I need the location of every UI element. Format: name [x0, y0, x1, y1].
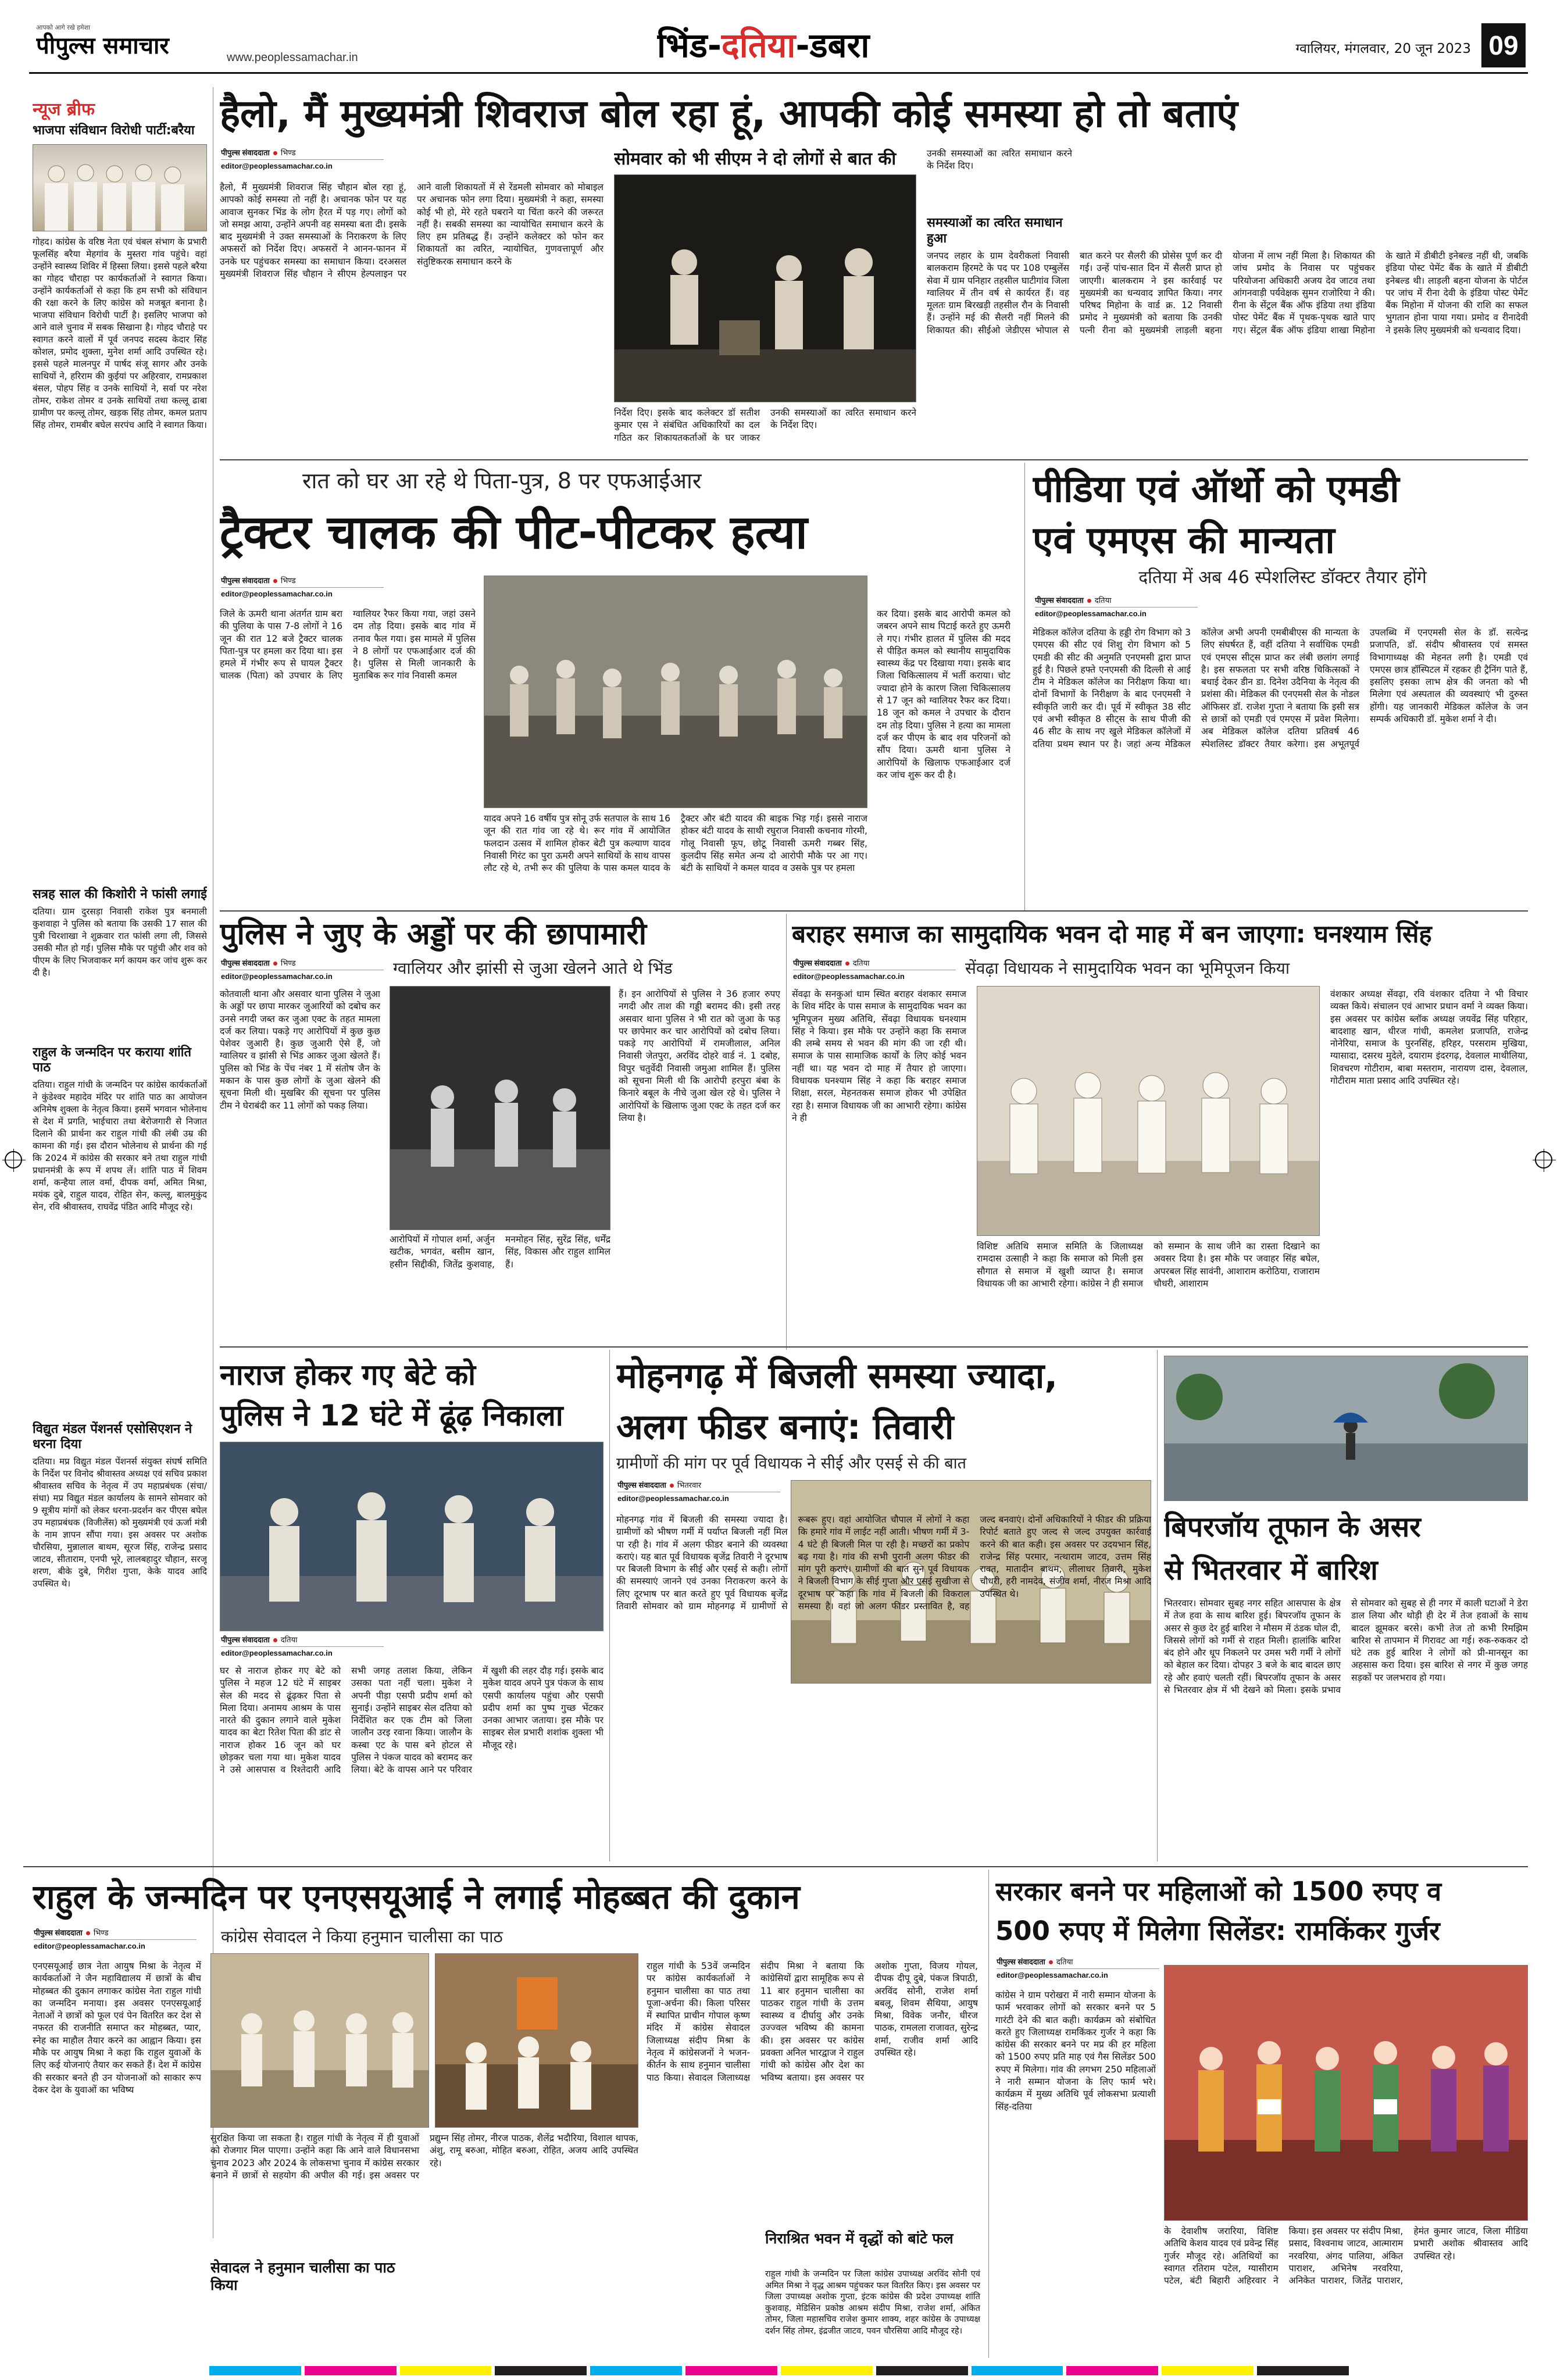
pediya-subhead: दतिया में अब 46 स्पेशलिस्ट डॉक्टर तैयार होंगे	[1138, 567, 1427, 588]
gambling-byline-place: भिण्ड	[280, 959, 296, 967]
color-bar	[209, 2366, 1349, 2375]
rahul-subhead: कांग्रेस सेवादल ने किया हनुमान चालीसा का पाठ	[221, 1927, 503, 1946]
logo-tagline: आपको आगे रखे हमेशा	[36, 24, 90, 31]
night-street-photo	[615, 175, 916, 402]
logo-wordmark: पीपुल्स समाचार	[36, 33, 169, 59]
tractor-byline	[221, 576, 384, 601]
brief-photo	[33, 144, 207, 231]
pediya-byline-org: पीपुल्स संवाददाता	[1035, 596, 1084, 605]
section-title	[657, 22, 959, 69]
cylinder-byline	[997, 1957, 1159, 1982]
rahul-subhead-fruits: निराश्रित भवन में वृद्धों को बांटे फल	[765, 2230, 954, 2247]
cylinder-photo	[1164, 1965, 1528, 2221]
byline-dot-icon	[273, 1638, 277, 1642]
tractor-kicker: रात को घर आ रहे थे पिता-पुत्र, 8 पर एफआईआर	[302, 468, 702, 494]
pediya-headline-2: एवं एमएस की मान्यता	[1033, 519, 1335, 562]
masthead-rule	[29, 72, 1528, 74]
mid-rule-3	[23, 1866, 1528, 1867]
lead-body-mid: निर्देश दिए। इसके बाद कलेक्टर डॉ सतीश कुमार एस ने संबंधित अधिकारियों का दल गठित कर शिकायतकर्ताओं के घर जाकर उनकी समस्याओं का त्वरित समाधान करने के निर्देश दिए।	[614, 408, 916, 443]
tractor-photo-caption: यादव अपने 16 वर्षीय पुत्र सोनू उर्फ सतपाल के साथ 16 जून की रात गांव जा रहे थे। रूर गांव में आयोजित फलदान उत्सव में शामिल होकर बेटी पुत्र कल्याण यादव निवासी गिरंट का पुरा ऊमरी अपने साथियों के साथ वापस लौट रहे थे, तभी रूर की पुलिया के पास कमल यादव के ट्रैक्टर और बंटी यादव की बाइक भिड़ गई। इससे नाराज होकर बंटी यादव के साथी रघुराज निवासी कचनाव गोरमी, गोलू निवासी फूप, छोटू निवासी ऊमरी गब्बर सिंह, कुलदीप सिंह समेत अन्य दो आरोपी मौके पर आ गए। बंटी के साथियों ने कमल यादव व उसके पुत्र पर हमला	[484, 813, 867, 874]
rahul-headline: राहुल के जन्मदिन पर एनएसयूआई ने लगाई मोहब्बत की दुकान	[33, 1877, 800, 1917]
color-swatch	[1257, 2366, 1349, 2375]
mohangarh-body: मोहनगढ़ गांव में बिजली की समस्या ज्यादा है। ग्रामीणों को भीषण गर्मी में पर्याप्त बिजली नहीं मिल पा रही है। गांव में अलग फीडर बनाने की व्यवस्था कराएं। यह बात पूर्व विधायक बृजेंद्र तिवारी ने दूरभाष पर बिजली विभाग के सीई और एसई से कही। लोगों की समस्याएं जानने एवं उनका निराकरण करने के लिए दूरभाष पर बात करते हुए पूर्व विधायक बृजेंद्र तिवारी सोमवार को ग्राम मोहनगढ़ में ग्रामीणों से रूबरू हुए। वहां आयोजित चौपाल में लोगों ने कहा कि हमारे गांव में लाईट नहीं आती। भीषण गर्मी में 3-4 घंटे ही बिजली मिल पा रही है। मच्छरों का प्रकोप बढ़ गया है। गांव की सभी पुरानी अलग फीडर की मांग पूरी कराएं। ग्रामीणों की बात सुन पूर्व विधायक ने बिजली विभाग के सीई गुप्ता और एसई सुखीजा से दूरभाष पर कहा कि गांव में बिजली की विकराल समस्या है। वहां जो अलग फीडर प्रस्तावित है, वह जल्द बनवाएं। दोनों अधिकारियों ने फीडर की प्रक्रिया रिपोर्ट बताते हुए जल्द से जल्द उपयुक्त कार्रवाई करने की बात कही। इस अवसर पर उदयभान सिंह, राजेन्द्र सिंह परमार, नत्थाराम जाटव, उत्तम सिंह रावत, मातादीन बाथम, लीलाधर तिवारी, मुकेश चौधरी, हरी नामदेव, संजीव शर्मा, नीरज मिश्रा आदि उपस्थित थे।	[616, 1514, 1151, 1612]
lead-body-left: हैलो, मैं मुख्यमंत्री शिवराज सिंह चौहान बोल रहा हूं, आपको कोई समस्या तो नहीं है। अचानक फोन पर यह आवाज सुनकर भिंड के लोग हैरत में पड़ गए। लोगों को जो समझ आया, उन्होंने अपनी वह समस्या बता दी। इसके बाद मुख्यमंत्री ने उक्त समस्याओं के निराकरण के लिए अफसरों को निर्देश दिए। अफसरों ने आनन-फानन में उनके घर पहुंचकर समस्या का समाधान किया। दरअसल मुख्यमंत्री शिवराज सिंह चौहान ने सीएम हेल्पलाइन पर आने वाली शिकायतों में से रेंडमली सोमवार को मोबाइल पर अचानक फोन लगा दिया। मुख्यमंत्री ने कहा, समस्या कोई भी हो, मेरे रहते घबराने या चिंता करने की जरूरत नहीं है। सबकी समस्या का न्यायोचित समाधान करने के लिए हम प्रतिबद्ध हैं। उन्होंने कलेक्टर को फोन कर शिकायतों का त्वरित, न्यायोचित, गुणवत्तापूर्ण और संतुष्टिकरक समाधान करने के	[220, 182, 603, 280]
barahar-photo-caption: विशिष्ट अतिथि समाज समिति के जिलाध्यक्ष रामदास उत्साही ने कहा कि समाज को मिली इस सौगात से समाज में खुशी व्याप्त है। समाज विधायक जी का आभारी रहेगा। कांग्रेस ने ही समाज को सम्मान के साथ जीने का रास्ता दिखाने का अवसर दिया है। इस मौके पर जवाहर सिंह बघेल, अपरबल सिंह सावंनी, आशाराम करोठिया, राजाराम चौधरी, आशाराम	[977, 1241, 1320, 1289]
byline-dot-icon	[1087, 599, 1091, 603]
lead-photo	[614, 174, 916, 402]
rahul-subhead-sevadal: सेवादल ने हनुमान चालीसा का पाठ किया	[210, 2259, 395, 2293]
mohangarh-byline	[617, 1480, 780, 1506]
color-swatch	[781, 2366, 873, 2375]
byline-dot-icon	[273, 151, 277, 155]
pediya-body: मेडिकल कॉलेज दतिया के हड्डी रोग विभाग को 3 एमएस की सीट एवं शिशु रोग विभाग को 5 एमडी की सीट की अनुमति एनएमसी द्वारा प्राप्त हुई है। पिछले हफ्ते एनएमसी की दिल्ली से आई टीम ने मेडिकल कॉलेज का निरीक्षण किया था। दोनों विभागों के निरीक्षण के बाद एनएमसी ने स्वीकृति जारी कर दी। पूर्व में स्वीकृत 38 सीट एवं अभी स्वीकृत 8 सीट्स के साथ पीजी की 46 सीट के साथ नए खुले मेडिकल कॉलेजों में दतिया प्रथम स्थान पर है। जहां अन्य मेडिकल कॉलेज अभी अपनी एमबीबीएस की मान्यता के लिए संघर्षरत हैं, वहीं दतिया ने सर्वाधिक एमडी एवं एमएस सीट्स प्राप्त कर लंबी छलांग लगाई है। इस सफलता पर सभी वरिष्ठ चिकित्सकों ने बधाई देकर डीन डा. दिनेश उदैनिया के नेतृत्व की प्रशंसा की। मेडिकल की एनएमसी सेल के नोडल ऑफिसर डॉ. राजेश गुप्ता ने बताया कि इसी सत्र से छात्रों को एमडी एवं एमएस में प्रवेश मिलेगा। अब मेडिकल कॉलेज दतिया प्रतिवर्ष 46 स्पेशलिस्ट डॉक्टर तैयार करेगा। इस अभूतपूर्व उपलब्धि में एनएमसी सेल के डॉ. सत्येन्द्र प्रजापति, डॉ. संदीप श्रीवास्तव एवं समस्त विभागाध्यक्ष की मेहनत लगी है। एमडी एवं एमएस छात्र हॉस्पिटल में रहकर ही ट्रैनिंग पाते हैं, इसलिए इसका लाभ क्षेत्र की जनता को भी मिलेगा एवं अस्पताल की व्यवस्थाएं भी दुरुस्त होंगी। यह जानकारी मेडिकल कॉलेज के जन सम्पर्क अधिकारी डॉ. मुकेश शर्मा ने दी।	[1033, 627, 1528, 749]
barahar-body-left: सेंवढ़ा के सनकुआं धाम स्थित बराहर वंशकार समाज के शिव मंदिर के पास समाज के सामुदायिक भवन का भूमिपूजन मुख्य अतिथि, सेंवढ़ा विधायक घनश्याम सिंह ने किया। इस मौके पर उन्होंने कहा कि समाज की लम्बे समय से भवन की मांग की जा रही थी। समाज के पास सामाजिक कार्यों के लिए कोई भवन नहीं था। यह भवन दो माह में तैयार हो जाएगा। विधायक घनश्याम सिंह ने कहा कि बराहर समाज शिक्षा, सरल, मेहनतकस समाज होकर भी उपेक्षित रहा है। समाज विधायक जी का आभारी रहेगा। कांग्रेस ने ही	[792, 989, 966, 1123]
rain-street-photo	[1165, 1356, 1528, 1501]
missing-byline-org: पीपुल्स संवाददाता	[221, 1635, 270, 1644]
mohangarh-byline-org: पीपुल्स संवाददाता	[617, 1481, 666, 1489]
mohangarh-byline-place: भितरवार	[677, 1481, 702, 1489]
missing-headline-1: नाराज होकर गए बेटे को	[220, 1358, 476, 1392]
tractor-photo	[484, 576, 867, 808]
lead-byline-place: भिण्ड	[280, 148, 296, 157]
crowd-photo	[484, 576, 867, 808]
bhoomipujan-photo	[977, 987, 1320, 1236]
rahul-photo-1	[210, 1953, 429, 2128]
biparjoy-headline-2: से भितरवार में बारिश	[1164, 1554, 1378, 1586]
barahar-photo	[977, 986, 1320, 1236]
barahar-body-right: वंशकार अध्यक्ष सेंवढ़ा, रवि वंशकार दतिया ने भी विचार व्यक्त किये। संचालन एवं आभार प्रधान वर्मा ने व्यक्त किया। इस अवसर पर कांग्रेस ब्लॉक अध्यक्ष जयवेंद्र सिंह परिहार, बादशाह खान, धीरज गांधी, कमलेश प्रजापति, राजेन्द्र नोनेरिया, समाज के पुरनसिंह, हरिहर, परसराम मुखिया, ग्यासादा, दसरथ मुदेले, दयाराम इंदरगढ़, देवलाल माथीलिया, शिवचरण गोटीराम, बाबा मस्तराम, नारायण दास, देवलाल, गोटीराम माता प्रसाद आदि उपस्थित रहे।	[1330, 989, 1528, 1087]
dateline: ग्वालियर, मंगलवार, 20 जून 2023	[1295, 41, 1471, 56]
color-swatch	[400, 2366, 492, 2375]
brief-body-2: दतिया। ग्राम दुरसड़ा निवासी राकेश पुत्र बनमाली कुशवाहा ने पुलिस को बताया कि उसकी 17 साल की पुत्री चिरशाखा ने शुक्रवार रात फांसी लगा ली, जिससे उसकी मौत हो गई। पुलिस मौके पर पहुंची और शव को पीएम के लिए भिजवाकर मर्ग कायम कर जांच शुरू कर दी है।	[33, 906, 207, 978]
tractor-divider	[1024, 463, 1025, 910]
cylinder-byline-org: पीपुल्स संवाददाता	[997, 1957, 1045, 1966]
brand-logo	[36, 23, 222, 64]
lead-photo-caption-head: सोमवार को भी सीएम ने दो लोगों से बात की	[614, 149, 897, 169]
missing-byline-place: दतिया	[280, 1635, 298, 1644]
cylinder-headline-2: 500 रुपए में मिलेगा सिलेंडर: रामकिंकर गुर्जर	[995, 1916, 1440, 1946]
mid-rule-2	[220, 1346, 1528, 1348]
gambling-byline-email[interactable]: editor@peoplessamachar.co.in	[221, 970, 384, 982]
rahul-byline-place: भिण्ड	[93, 1928, 109, 1937]
gambling-body-right: हैं। इन आरोपियों से पुलिस ने 36 हजार रुपए नगदी और ताश की गड्डी बरामद की। इसी तरह असवार थाना पुलिस ने भी रात को जुआ के फड़ पर छापेमार कर चार आरोपियों को दबोच लिया। पकड़े गए आरोपियों में रामजीलाल, अनिल निवासी जेतपुरा, अरविंद दोहरे वार्ड नं. 1 दबोह, विपुर चतुर्वेदी निवासी जमुआ शामिल हैं। पुलिस को सूचना मिली थी कि आरोपी हरपुरा बंबा के किनारे बबूल के नीचे जुआ खेल रहे थे। पुलिस ने आरोपियों के खिलाफ जुआ एक्ट के तहत दर्ज कर लिया है।	[619, 989, 780, 1123]
registration-mark-icon	[5, 1151, 22, 1168]
lead-byline-org: पीपुल्स संवाददाता	[221, 148, 270, 157]
section-title-b: दतिया	[721, 26, 796, 65]
rahul-body-mid: राहुल गांधी के 53वें जन्मदिन पर कांग्रेस कार्यकर्ताओं ने हनुमान चालीसा का पाठ तथा पूजा-अर्चना की। किला परिसर में स्थापित प्राचीन गोपाल कृष्ण मंदिर में कांग्रेस सेवादल जिलाध्यक्ष संदीप मिश्रा के नेतृत्व में कांग्रेसजनों ने भजन-कीर्तन के साथ हनुमान चालीसा पाठ किया। सेवादल जिलाध्यक्ष संदीप मिश्रा ने बताया कि कांग्रेसियों द्वारा सामूहिक रूप से 11 बार हनुमान चालीसा का पाठकर राहुल गांधी के उत्तम स्वास्थ्य व दीर्घायु और उनके उज्ज्वल भविष्य की कामना की। इस अवसर पर कांग्रेस प्रवक्ता अनिल भारद्वाज ने राहुल गांधी को कांग्रेस और देश का भविष्य बताया। इस अवसर पर अशोक गुप्ता, विजय गोयल, दीपक दीपू दुबे, पंकज त्रिपाठी, अरविंद सोनी, राजेश शर्मा बबलू, शिवम सैथिया, आयुष मिश्रा, विवेक जनौर, धीरज पाठक, रामलला राजावत, सुरेन्द्र शर्मा, राजीव शर्मा आदि उपस्थित रहे।	[647, 1961, 978, 2083]
masthead	[0, 0, 1557, 76]
byline-dot-icon	[670, 1484, 674, 1488]
lead-byline	[221, 148, 384, 173]
color-swatch	[685, 2366, 777, 2375]
cylinder-headline-1: सरकार बनने पर महिलाओं को 1500 रुपए व	[995, 1876, 1442, 1907]
rahul-byline	[34, 1928, 197, 1953]
gambling-subhead: ग्वालियर और झांसी से जुआ खेलने आते थे भिंड	[393, 959, 673, 978]
mohangarh-subhead: ग्रामीणों की मांग पर पूर्व विधायक ने सीई और एसई से की बात	[616, 1455, 967, 1473]
website-url[interactable]: www.peoplessamachar.in	[227, 51, 358, 64]
gambling-photo	[390, 986, 610, 1230]
rahul-photo-caption: सुरक्षित किया जा सकता है। राहुल गांधी के नेतृत्व में ही युवाओं को रोजगार मिल पाएगा। उन्होंने कहा कि आने वाले विधानसभा चुनाव 2023 और 2024 के लोकसभा चुनाव में कांग्रेस सरकार बनाने में छात्रों से सहयोग की अपील की गई। इस अवसर पर प्रद्युम्न सिंह तोमर, नीरज पाठक, शैलेंद्र भदौरिया, विशाल थापक, अंशु, रामू बरुआ, मोहित बरुआ, रोहित, अजय आदि उपस्थित रहे।	[210, 2133, 638, 2181]
tractor-byline-email[interactable]: editor@peoplessamachar.co.in	[221, 587, 384, 599]
color-swatch	[1162, 2366, 1254, 2375]
byline-dot-icon	[86, 1931, 90, 1935]
tractor-body-left: जिले के ऊमरी थाना अंतर्गत ग्राम बरा की पुलिया के पास 7-8 लोगों ने 16 जून की रात 12 बजे ट्रैक्टर चालक पिता-पुत्र पर हमला कर दिया था। इस हमले में गंभीर रूप से घायल ट्रैक्टर चालक (पिता) को उपचार के लिए ग्वालियर रैफर किया गया, जहां उसने दम तोड़ दिया। इसके बाद गांव में तनाव फैल गया। इस मामले में पुलिस ने 8 लोगों पर एफआईआर दर्ज की है। पुलिस से मिली जानकारी के मुताबिक रूर गांव निवासी कमल	[220, 609, 476, 681]
byline-dot-icon	[1049, 1960, 1053, 1964]
color-swatch	[495, 2366, 587, 2375]
brief-head-3: राहुल के जन्मदिन पर कराया शांति पाठ	[33, 1045, 191, 1075]
gambling-divider	[786, 914, 787, 1350]
mohangarh-byline-email[interactable]: editor@peoplessamachar.co.in	[617, 1492, 780, 1504]
rahul-byline-email[interactable]: editor@peoplessamachar.co.in	[34, 1939, 197, 1952]
pediya-headline-1: पीडिया एवं ऑर्थो को एमडी	[1033, 468, 1399, 511]
hanuman-chalisa-photo	[435, 1954, 638, 2128]
barahar-byline-place: दतिया	[852, 959, 870, 967]
lead-headline: हैलो, मैं मुख्यमंत्री शिवराज बोल रहा हूं, आपकी कोई समस्या हो तो बताएं	[220, 91, 1238, 136]
color-swatch	[972, 2366, 1063, 2375]
rahul-byline-org: पीपुल्स संवाददाता	[34, 1928, 83, 1937]
byline-dot-icon	[273, 962, 277, 966]
lead-byline-email[interactable]: editor@peoplessamachar.co.in	[221, 159, 384, 171]
brief-head-2: सत्रह साल की किशोरी ने फांसी लगाई	[33, 887, 207, 902]
barahar-byline-email[interactable]: editor@peoplessamachar.co.in	[793, 970, 956, 982]
tractor-headline: ट्रैक्टर चालक की पीट-पीटकर हत्या	[220, 505, 808, 559]
page-number: 09	[1481, 23, 1526, 67]
biparjoy-body: भितरवार। सोमवार सुबह नगर सहित आसपास के क्षेत्र में तेज हवा के साथ बारिश हुई। बिपरजॉय तूफान के असर से कुछ देर हुई बारिश ने मौसम में ठंडक घोल दी, जिससे लोगों को गर्मी से राहत मिली। हालांकि बारिश बंद होने और धूप निकलने पर उमस भरी गर्मी ने लोगों को बेहाल कर दिया। दोपहर 3 बजे के बाद बादल छाए रहे और हवाएं चलती रहीं। बिपरजॉय तूफान के असर से भितरवार क्षेत्र में भी देखने को मिला। इसके प्रभाव से सोमवार को सुबह से ही नगर में काली घटाओं ने डेरा डाल लिया और थोड़ी ही देर में तेज हवाओं के साथ बादल झूमकर बरसे। कभी तेज तो कभी रिमझिम बारिश से तापमान में गिरावट आ गई। रुक-रुककर दो घंटे तक हुई बारिश ने लोगों को प्री-मानसून का अहसास करा दिया। इस बारिश से नगर में कुछ जगह सड़कों पर जलभराव हो गया।	[1164, 1598, 1528, 1696]
lead-body-right-a	[927, 148, 1072, 217]
barahar-subhead: सेंवढ़ा विधायक ने सामुदायिक भवन का भूमिपूजन किया	[965, 959, 1290, 978]
missing-divider	[609, 1350, 610, 1861]
cylinder-byline-place: दतिया	[1056, 1957, 1073, 1966]
pediya-byline-email[interactable]: editor@peoplessamachar.co.in	[1035, 607, 1198, 619]
section-title-a: भिंड-	[657, 26, 722, 65]
gambling-byline	[221, 958, 384, 984]
women-forms-photo	[1165, 1966, 1528, 2221]
registration-mark-icon	[1535, 1151, 1552, 1168]
lead-body-right-lead: उनकी समस्याओं का त्वरित समाधान करने के निर्देश दिए।	[927, 148, 1072, 171]
barahar-headline: बराहर समाज का सामुदायिक भवन दो माह में बन जाएगा: घनश्याम सिंह	[792, 920, 1432, 948]
lead-body-right: जनपद लहार के ग्राम देवरीकलां निवासी बालकराम हिरमटे के पद पर 108 एम्बुलेंस सेवा में ग्राम पनिहार तहसील घाटीगांव जिला ग्वालियर में तीन वर्ष से कार्यरत हैं। वह मूलतः ग्राम बिरखड़ी तहसील रौन के निवासी हैं। उन्होंने मई की सैलरी नहीं मिलने की शिकायत की। सीईओ जेडीएस भोपाल से बात करने पर सैलरी की प्रोसेस पूर्ण कर दी गई। उन्हें पांच-सात दिन में सैलरी प्राप्त हो जाएगी। बालकराम ने इस कार्रवाई पर मुख्यमंत्री का धन्यवाद ज्ञापित किया। नगर परिषद मिहोना के वार्ड क्र. 12 निवासी प्रमोद ने मुख्यमंत्री को बताया कि उनकी पत्नी रीना को मुख्यमंत्री लाड़ली बहना योजना में लाभ नहीं मिला है। शिकायत की जांच प्रमोद के निवास पर पहुंचकर परियोजना अधिकारी अजय देव जाटव तथा आंगनवाड़ी पर्यवेक्षक सुमन राजोरिया ने की। रीना के सेंट्रल बैंक ऑफ इंडिया तथा इंडिया पोस्ट पेमेंट बैंक में पृथक-पृथक खाते पाए गए। सेंट्रल बैंक ऑफ इंडिया शाखा मिहोना के खाते में डीबीटी इनेबल्ड नहीं थी, जबकि इंडिया पोस्ट पेमेंट बैंक के खाते में डीबीटी इनेबल्ड थी। लाड़ली बहना योजना के पोर्टल पर जांच में रीना देवी के इंडिया पोस्ट पेमेंट बैंक मिहोना में योजना की राशि का सफल भुगतान होना पाया गया। प्रमोद व रीनादेवी ने इसके लिए मुख्यमंत्री को धन्यवाद दिया।	[927, 251, 1528, 335]
missing-body: घर से नाराज होकर गए बेटे को पुलिस ने महज 12 घंटे में साइबर सेल की मदद से ढूंढ़कर पिता से मिला दिया। अनामय आश्रम के पास नारते की दुकान लगाने वाले मुकेश यादव का बेटा रितेश पिता की डांट से नाराज होकर 16 जून को घर छोड़कर चला गया था। मुकेश यादव ने उसे आसपास व रिश्तेदारी आदि सभी जगह तलाश किया, लेकिन उसका पता नहीं चला। मुकेश ने अपनी पीड़ा एसपी प्रदीप शर्मा को सुनाई। उन्होंने साइबर सेल दतिया को निर्देशित कर एक टीम को जिला जालौन उरइ रवाना किया। जालौन के कस्बा एट के पास बने होटल से पुलिस ने पंकज यादव को बरामद कर लिया। बेटे के वापस आने पर परिवार में खुशी की लहर दौड़ गई। इसके बाद मुकेश यादव अपने पुत्र पंकज के साथ एसपी कार्यालय पहुंचा और एसपी प्रदीप शर्मा का पुष्प गुच्छ भेंटकर उनका आभार जताया। इस मौके पर साइबर सेल प्रभारी शशांक शुक्ला भी मौजूद रहे।	[220, 1666, 603, 1775]
mohangarh-divider	[1157, 1350, 1158, 1861]
brief-label: न्यूज ब्रीफ	[33, 99, 95, 120]
cylinder-photo-caption: के देवाशीष जरारिया, विशिष्ट अतिथि केशव यादव एवं प्रवेन्द्र सिंह गुर्जर मौजूद रहे। अतिथियों का स्वागत रतिराम पटेल, ग्यासीराम पटेल, बंटी बिहारी अहिरवार ने किया। इस अवसर पर संदीप मिश्रा, प्रसाद, विश्वनाथ जाटव, आत्माराम नरवरिया, अंगद पालिया, अंकित पाराशर, अभिनेष नरवरिया, अनिकेत पाराशर, जितेंद्र पाराशर, हेमंत कुमार जाटव, जिला मीडिया प्रभारी अशोक श्रीवास्तव आदि उपस्थित रहे।	[1164, 2226, 1528, 2286]
color-swatch	[209, 2366, 301, 2375]
biparjoy-photo	[1164, 1356, 1528, 1501]
cylinder-body-left: कांग्रेस ने ग्राम परोखरा में नारी सम्मान योजना के फार्म भरवाकर लोगों को सरकार बनने पर 5 गारंटी देने की बात कही। कार्यक्रम को संबोधित करते हुए जिलाध्यक्ष रामकिंकर गुर्जर ने कहा कि कांग्रेस की सरकार बनने पर मप्र की हर महिला को 1500 रुपए प्रति माह एवं गैस सिलेंडर 500 रुपए में मिलेगा। गांव की लगभग 250 महिलाओं ने नारी सम्मान योजना के लिए फार्म भरे। कार्यक्रम में मुख्य अतिथि पूर्व लोकसभा प्रत्याशी सिंह-दतिया	[995, 1990, 1156, 2112]
police-raid-photo	[390, 987, 610, 1230]
mohangarh-headline-2: अलग फीडर बनाएं: तिवारी	[616, 1407, 954, 1448]
color-swatch	[305, 2366, 397, 2375]
sp-office-photo	[220, 1442, 603, 1631]
byline-dot-icon	[845, 962, 849, 966]
pediya-byline-place: दतिया	[1094, 596, 1112, 605]
missing-headline-2: पुलिस ने 12 घंटे में ढूंढ़ निकाला	[220, 1399, 563, 1432]
pediya-byline	[1035, 595, 1198, 621]
gambling-photo-caption: आरोपियों में गोपाल शर्मा, अर्जुन खटीक, भगवंत, बसीम खान, हसीन सिद्दीकी, जितेंद्र कुशवाह, मनमोहन सिंह, सुरेंद्र सिंह, धर्मेंद्र सिंह, विकास और राहुल शामिल हैं।	[390, 1234, 610, 1270]
rahul-body-right: राहुल गांधी के जन्मदिन पर जिला कांग्रेस उपाध्यक्ष अरविंद सोनी एवं अमित मिश्रा ने वृद्ध आश्रम पहुंचकर फल वितरित किए। इस अवसर पर जिला उपाध्यक्ष अशोक गुप्ता, इंटक कांग्रेस की प्रदेश उपाध्यक्ष शांति कुशवाह, मेडिसिन प्रकोष्ठ आश्रम संदीप मिश्रा, राजेश शर्मा, अंकित तोमर, जिला महासचिव राजेश कुमार शाक्य, शहर कांग्रेस के उपाध्यक्ष दर्शन सिंह तोमर, इंद्रजीत जाटव, पवन चौरसिया आदि मौजूद रहे।	[765, 2269, 980, 2336]
brief-head-4: विद्युत मंडल पेंशनर्स एसोसिएशन ने धरना दिया	[33, 1422, 192, 1452]
brief-head-1: भाजपा संविधान विरोधी पार्टी:बरैया	[33, 123, 195, 138]
biparjoy-headline-1: बिपरजॉय तूफान के असर	[1164, 1511, 1421, 1543]
rahul-divider	[988, 1870, 989, 2358]
color-swatch	[590, 2366, 682, 2375]
cylinder-byline-email[interactable]: editor@peoplessamachar.co.in	[997, 1968, 1159, 1981]
missing-photo	[220, 1442, 603, 1631]
lead-right-block	[927, 148, 1528, 456]
barahar-byline	[793, 958, 956, 984]
gambling-body-left: कोतवाली थाना और असवार थाना पुलिस ने जुआ के अड्डों पर छापा मारकर जुआरियों को दबोच कर उनसे नगदी जब्त कर जुआ एक्ट के तहत मामला दर्ज कर लिया। पकड़े गए आरोपियों में कुछ कुछ पेशेवर जुआरी है। कुछ जुआरी ऐसे हैं, जो ग्वालियर व झांसी से भिंड आकर जुआ खेलते हैं। पुलिस को भिंड के पेंच नंबर 1 में संतोष जैन के मकान के पास कुछ लोगों के जुआ खेलने की सूचना मिली थी। मुखबिर की सूचना पर पुलिस टीम ने घेराबंदी कर 11 लोगों को पकड़ लिया।	[220, 989, 380, 1111]
gambling-byline-org: पीपुल्स संवाददाता	[221, 959, 270, 967]
color-swatch	[1066, 2366, 1158, 2375]
rahul-photo-2	[435, 1953, 638, 2128]
barahar-byline-org: पीपुल्स संवाददाता	[793, 959, 842, 967]
section-title-c: -डबरा	[795, 26, 870, 65]
gambling-headline: पुलिस ने जुए के अड्डों पर की छापामारी	[220, 917, 647, 952]
brief-body-3: दतिया। राहुल गांधी के जन्मदिन पर कांग्रेस कार्यकर्ताओं ने कुंडेश्वर महादेव मंदिर पर शांति पाठ का आयोजन अनिमेष शुक्ला के नेतृत्व किया। इसमें भगवान भोलेनाथ से देश में प्रगति, भाईचारा तथा बेरोजगारी से निजात दिलाने की प्रार्थना कर राहुल गांधी की लंबी उम्र की कामना की गई। इस दौरान भोलेनाथ से प्रार्थना की गई कि 2024 में कांग्रेस की सरकार बने तथा राहुल गांधी प्रधानमंत्री के रूप में शपथ लें। शांति पाठ में शिवम शर्मा, कन्हैया लाल वर्मा, दीपक वर्मा, अमित मिश्रा, मयंक दुबे, राहुल यादव, रोहित सेन, कल्लू, बालमुकुंद सेन, रवि श्रीवास्तव, राघवेंद्र पंडित आदि मौजूद रहे।	[33, 1080, 207, 1212]
tractor-body-right: कर दिया। इसके बाद आरोपी कमल को जबरन अपने साथ पिटाई करते हुए ऊमरी ले गए। गंभीर हालत में पुलिस की मदद से पीड़ित कमल को स्थानीय सामुदायिक स्वास्थ्य केंद्र पर दिखाया गया। इसके बाद जिला चिकित्सालय में भर्ती कराया। चोट ज्यादा होने के कारण जिला चिकित्सालय से 17 जून को ग्वालियर रैफर कर दिया। 18 जून को कमल ने उपचार के दौरान दम तोड़ दिया। पुलिस ने हत्या का मामला दर्ज कर पीएम के बाद शव परिजनों को सौंप दिया। ऊमरी थाना पुलिस ने आरोपियों के खिलाफ एफआईआर दर्ज कर जांच शुरू कर दी है।	[877, 609, 1010, 780]
brief-body-4: दतिया। मप्र विद्युत मंडल पेंशनर्स संयुक्त संघर्ष समिति के निर्देश पर विनोद श्रीवास्तव अध्यक्ष एवं सचिव प्रकाश श्रीवास्तव सचिव के नेतृत्व में उप महाप्रबंधक (संचा/संधा) मप्र विद्युत मंडल कार्यालय के सामने सोमवार को 9 सूत्रीय मांगों को लेकर धरना-प्रदर्शन कर पीएस बघेल उप महाप्रबंधक (विजीलेंस) को मुख्यमंत्री एवं ऊर्जा मंत्री के नाम ज्ञापन सौंपा गया। इस अवसर पर अशोक चौरसिया, मुन्नालाल बाथम, सूरज सिंह, राजेन्द्र प्रसाद जाटव, सीताराम, एनपी भूरे, लालबहादुर चौहान, सरजू शरण, बीके दुबे, गिरीश गुप्ता, केके यादव आदि उपस्थित थे।	[33, 1456, 207, 1589]
color-swatch	[876, 2366, 968, 2375]
group-photo-illustration	[33, 145, 207, 231]
nsui-shop-photo	[211, 1954, 429, 2128]
missing-byline	[221, 1635, 384, 1660]
brief-body-1: गोहद। कांग्रेस के वरिष्ठ नेता एवं चंबल संभाग के प्रभारी फूलसिंह बरैया मेहगांव के मुस्तरा गांव पहुंचे। वहां उन्होंने स्वास्थ्य शिविर में हिस्सा लिया। इससे पहले बरैया का गोहद चौराहा पर कार्यकर्ताओं ने स्वागत किया। उन्होंने कार्यकर्ताओं से कहा कि हम सभी को संविधान की रक्षा करने के लिए कांग्रेस को मजबूत बनाना है। भाजपा संविधान विरोधी पार्टी है। इसलिए भाजपा को आने वाले चुनाव में सबक सिखाना है। गोहद चौराहे पर स्वागत करने वालों में पूर्व जनपद सदस्य केदार सिंह कोशल, प्रमोद शुक्ला, मुनेश शर्मा आदि उपस्थित रहे। इससे पहले मालनपुर में पार्षद संजू सागर और उनके साथियों ने, हरिराम की कुईयां पर अहिरवार, रामप्रकाश बंसल, पोहप सिंह व उनके साथियों ने, सर्वा पर नरेश तोमर, राकेश तोमर व उनके साथियों तथा कल्लू ढाबा ग्रामीण पर कल्लू तोमर, खड़क सिंह तोमर, कमल प्रताप सिंह तोमर, रामबीर बघेल सरपंच आदि ने स्वागत किया।	[33, 237, 207, 430]
lead-rule	[220, 459, 1528, 460]
byline-dot-icon	[273, 579, 277, 583]
tractor-byline-org: पीपुल्स संवाददाता	[221, 576, 270, 585]
mohangarh-headline-1: मोहनगढ़ में बिजली समस्या ज्यादा,	[616, 1356, 1058, 1396]
lead-subhead: समस्याओं का त्वरित समाधान हुआ	[927, 216, 1063, 246]
tractor-byline-place: भिण्ड	[280, 576, 296, 585]
missing-byline-email[interactable]: editor@peoplessamachar.co.in	[221, 1646, 384, 1659]
mid-rule-1	[220, 910, 1528, 912]
rahul-body-left: एनएसयूआई छात्र नेता आयुष मिश्रा के नेतृत्व में कार्यकर्ताओं ने जैन महाविद्यालय में छात्रों के बीच मोहब्बत की दुकान लगाकर कांग्रेस नेता राहुल गांधी का जन्मदिन मनाया। इस अवसर एनएसयूआई नेताओं ने छात्रों को फूल एवं पेन वितरित कर देश से नफरत की राजनीति समाप्त कर मोहब्बत, प्यार, स्नेह का माहौल तैयार करने का आह्वान किया। इस मौके पर आयुष मिश्रा ने कहा कि राहुल युवाओं के लिए कई योजनाएं तैयार कर सकते हैं। देश में कांग्रेस की सरकार बनते ही उन योजनाओं को साकार रूप देकर देश के युवाओं का भविष्य	[33, 1961, 201, 2095]
